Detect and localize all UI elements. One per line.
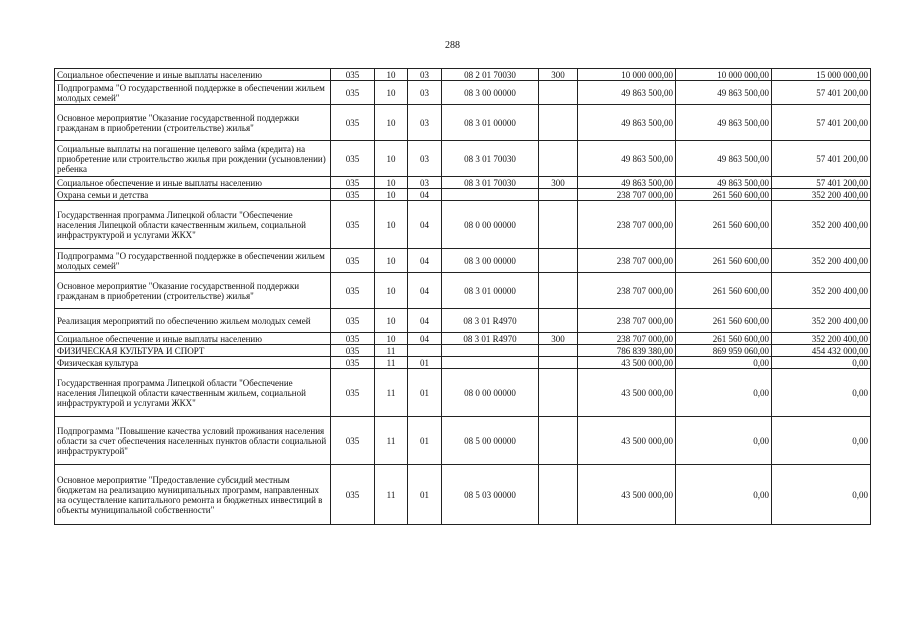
cell-amount-year2: 0,00 xyxy=(676,465,772,525)
cell-amount-year3: 57 401 200,00 xyxy=(772,177,871,189)
cell-amount-year1: 238 707 000,00 xyxy=(578,309,676,333)
cell-section: 10 xyxy=(375,105,408,141)
cell-target-article xyxy=(442,357,539,369)
cell-amount-year3: 0,00 xyxy=(772,357,871,369)
cell-amount-year3: 57 401 200,00 xyxy=(772,81,871,105)
cell-name: Подпрограмма "Повышение качества условий проживания населения области за счет обеспечения населенных пунктов области социальной инфраструктурой" xyxy=(55,417,331,465)
cell-subsection: 04 xyxy=(408,189,442,201)
cell-target-article: 08 5 03 00000 xyxy=(442,465,539,525)
table-row xyxy=(55,465,871,525)
cell-section: 10 xyxy=(375,201,408,249)
cell-admin-code: 035 xyxy=(331,69,375,81)
cell-amount-year1: 43 500 000,00 xyxy=(578,465,676,525)
cell-admin-code: 035 xyxy=(331,249,375,273)
cell-amount-year3: 15 000 000,00 xyxy=(772,69,871,81)
cell-amount-year2: 10 000 000,00 xyxy=(676,69,772,81)
cell-amount-year1: 49 863 500,00 xyxy=(578,81,676,105)
table-row xyxy=(55,201,871,249)
cell-section: 10 xyxy=(375,249,408,273)
cell-section: 11 xyxy=(375,465,408,525)
cell-subsection: 03 xyxy=(408,105,442,141)
cell-name: Основное мероприятие "Предоставление субсидий местным бюджетам на реализацию муниципальных программ, направленных на осуществление капитального ремонта и бюджетных инвестиций в объекты муниципальной собственности" xyxy=(55,465,331,525)
cell-target-article: 08 2 01 70030 xyxy=(442,69,539,81)
cell-admin-code: 035 xyxy=(331,465,375,525)
cell-name: Социальное обеспечение и иные выплаты населению xyxy=(55,69,331,81)
cell-expense-type xyxy=(539,249,578,273)
cell-admin-code: 035 xyxy=(331,81,375,105)
cell-section: 10 xyxy=(375,309,408,333)
cell-admin-code: 035 xyxy=(331,357,375,369)
cell-amount-year1: 49 863 500,00 xyxy=(578,105,676,141)
cell-amount-year2: 0,00 xyxy=(676,417,772,465)
cell-amount-year2: 49 863 500,00 xyxy=(676,141,772,177)
cell-target-article: 08 3 01 00000 xyxy=(442,105,539,141)
cell-name: Реализация мероприятий по обеспечению жильем молодых семей xyxy=(55,309,331,333)
cell-amount-year1: 43 500 000,00 xyxy=(578,417,676,465)
cell-section: 10 xyxy=(375,189,408,201)
cell-amount-year3: 57 401 200,00 xyxy=(772,105,871,141)
cell-amount-year3: 57 401 200,00 xyxy=(772,141,871,177)
table-row xyxy=(55,357,871,369)
cell-name: Подпрограмма "О государственной поддержке в обеспечении жильем молодых семей" xyxy=(55,249,331,273)
cell-expense-type: 300 xyxy=(539,69,578,81)
cell-amount-year2: 261 560 600,00 xyxy=(676,273,772,309)
cell-target-article: 08 3 01 70030 xyxy=(442,177,539,189)
cell-admin-code: 035 xyxy=(331,201,375,249)
cell-expense-type xyxy=(539,105,578,141)
cell-expense-type xyxy=(539,273,578,309)
cell-amount-year3: 352 200 400,00 xyxy=(772,201,871,249)
cell-subsection: 04 xyxy=(408,273,442,309)
cell-name: Основное мероприятие "Оказание государственной поддержки гражданам в приобретении (строительстве) жилья" xyxy=(55,105,331,141)
cell-name: Социальное обеспечение и иные выплаты населению xyxy=(55,333,331,345)
cell-admin-code: 035 xyxy=(331,105,375,141)
cell-amount-year3: 352 200 400,00 xyxy=(772,309,871,333)
cell-section: 11 xyxy=(375,369,408,417)
cell-target-article: 08 3 01 R4970 xyxy=(442,309,539,333)
cell-section: 10 xyxy=(375,141,408,177)
cell-target-article: 08 0 00 00000 xyxy=(442,369,539,417)
cell-amount-year3: 352 200 400,00 xyxy=(772,273,871,309)
cell-amount-year2: 261 560 600,00 xyxy=(676,201,772,249)
cell-expense-type xyxy=(539,369,578,417)
cell-amount-year2: 0,00 xyxy=(676,369,772,417)
cell-amount-year1: 43 500 000,00 xyxy=(578,369,676,417)
table-row xyxy=(55,81,871,105)
cell-amount-year3: 0,00 xyxy=(772,417,871,465)
cell-name: Физическая культура xyxy=(55,357,331,369)
cell-name: Государственная программа Липецкой области "Обеспечение населения Липецкой области качественным жильем, социальной инфраструктурой и услугами ЖКХ" xyxy=(55,369,331,417)
cell-target-article xyxy=(442,345,539,357)
table-row xyxy=(55,345,871,357)
cell-expense-type xyxy=(539,81,578,105)
cell-subsection: 03 xyxy=(408,141,442,177)
cell-admin-code: 035 xyxy=(331,345,375,357)
cell-amount-year1: 786 839 380,00 xyxy=(578,345,676,357)
cell-expense-type xyxy=(539,357,578,369)
cell-expense-type xyxy=(539,141,578,177)
cell-amount-year3: 0,00 xyxy=(772,369,871,417)
cell-amount-year1: 49 863 500,00 xyxy=(578,141,676,177)
table-row xyxy=(55,141,871,177)
cell-subsection: 01 xyxy=(408,369,442,417)
cell-amount-year2: 261 560 600,00 xyxy=(676,333,772,345)
table-row xyxy=(55,249,871,273)
table-row xyxy=(55,333,871,345)
cell-name: Охрана семьи и детства xyxy=(55,189,331,201)
cell-amount-year1: 238 707 000,00 xyxy=(578,189,676,201)
cell-section: 10 xyxy=(375,273,408,309)
cell-subsection: 04 xyxy=(408,309,442,333)
cell-target-article: 08 0 00 00000 xyxy=(442,201,539,249)
table-row xyxy=(55,309,871,333)
cell-subsection: 04 xyxy=(408,201,442,249)
cell-name: ФИЗИЧЕСКАЯ КУЛЬТУРА И СПОРТ xyxy=(55,345,331,357)
page-number: 288 xyxy=(445,40,460,51)
cell-name: Социальное обеспечение и иные выплаты населению xyxy=(55,177,331,189)
budget-table xyxy=(54,68,871,525)
cell-amount-year3: 352 200 400,00 xyxy=(772,333,871,345)
cell-amount-year3: 352 200 400,00 xyxy=(772,249,871,273)
cell-amount-year3: 352 200 400,00 xyxy=(772,189,871,201)
cell-amount-year3: 454 432 000,00 xyxy=(772,345,871,357)
cell-amount-year1: 238 707 000,00 xyxy=(578,249,676,273)
cell-name: Основное мероприятие "Оказание государственной поддержки гражданам в приобретении (строительстве) жилья" xyxy=(55,273,331,309)
cell-admin-code: 035 xyxy=(331,141,375,177)
cell-subsection: 03 xyxy=(408,69,442,81)
cell-amount-year1: 238 707 000,00 xyxy=(578,273,676,309)
table-row xyxy=(55,273,871,309)
cell-amount-year1: 238 707 000,00 xyxy=(578,201,676,249)
cell-section: 10 xyxy=(375,333,408,345)
cell-section: 11 xyxy=(375,345,408,357)
cell-amount-year2: 49 863 500,00 xyxy=(676,81,772,105)
cell-admin-code: 035 xyxy=(331,309,375,333)
cell-amount-year2: 869 959 060,00 xyxy=(676,345,772,357)
cell-section: 10 xyxy=(375,177,408,189)
cell-amount-year2: 261 560 600,00 xyxy=(676,309,772,333)
cell-section: 10 xyxy=(375,81,408,105)
cell-admin-code: 035 xyxy=(331,369,375,417)
table-row xyxy=(55,417,871,465)
cell-section: 10 xyxy=(375,69,408,81)
cell-target-article xyxy=(442,189,539,201)
cell-admin-code: 035 xyxy=(331,273,375,309)
cell-subsection: 01 xyxy=(408,417,442,465)
cell-target-article: 08 3 01 00000 xyxy=(442,273,539,309)
table-row xyxy=(55,189,871,201)
cell-expense-type xyxy=(539,345,578,357)
cell-expense-type xyxy=(539,417,578,465)
table-row xyxy=(55,369,871,417)
cell-name: Социальные выплаты на погашение целевого займа (кредита) на приобретение или строительство жилья при рождении (усыновлении) ребенка xyxy=(55,141,331,177)
cell-amount-year1: 43 500 000,00 xyxy=(578,357,676,369)
cell-amount-year3: 0,00 xyxy=(772,465,871,525)
cell-expense-type xyxy=(539,201,578,249)
cell-amount-year1: 238 707 000,00 xyxy=(578,333,676,345)
table-row xyxy=(55,105,871,141)
cell-expense-type: 300 xyxy=(539,177,578,189)
cell-expense-type xyxy=(539,465,578,525)
table-row xyxy=(55,177,871,189)
cell-admin-code: 035 xyxy=(331,333,375,345)
cell-admin-code: 035 xyxy=(331,189,375,201)
cell-subsection: 04 xyxy=(408,333,442,345)
cell-subsection: 01 xyxy=(408,357,442,369)
cell-amount-year2: 49 863 500,00 xyxy=(676,177,772,189)
cell-target-article: 08 3 00 00000 xyxy=(442,249,539,273)
cell-name: Государственная программа Липецкой области "Обеспечение населения Липецкой области качественным жильем, социальной инфраструктурой и услугами ЖКХ" xyxy=(55,201,331,249)
table-body xyxy=(55,69,871,525)
cell-amount-year2: 49 863 500,00 xyxy=(676,105,772,141)
cell-expense-type xyxy=(539,189,578,201)
cell-subsection: 01 xyxy=(408,465,442,525)
cell-target-article: 08 3 01 R4970 xyxy=(442,333,539,345)
cell-subsection: 03 xyxy=(408,177,442,189)
cell-admin-code: 035 xyxy=(331,417,375,465)
cell-amount-year2: 261 560 600,00 xyxy=(676,249,772,273)
cell-target-article: 08 5 00 00000 xyxy=(442,417,539,465)
cell-expense-type xyxy=(539,309,578,333)
cell-section: 11 xyxy=(375,357,408,369)
cell-subsection: 04 xyxy=(408,249,442,273)
cell-amount-year2: 0,00 xyxy=(676,357,772,369)
cell-admin-code: 035 xyxy=(331,177,375,189)
cell-target-article: 08 3 00 00000 xyxy=(442,81,539,105)
cell-name: Подпрограмма "О государственной поддержке в обеспечении жильем молодых семей" xyxy=(55,81,331,105)
table-row xyxy=(55,69,871,81)
cell-section: 11 xyxy=(375,417,408,465)
cell-amount-year2: 261 560 600,00 xyxy=(676,189,772,201)
cell-subsection xyxy=(408,345,442,357)
cell-amount-year1: 10 000 000,00 xyxy=(578,69,676,81)
cell-amount-year1: 49 863 500,00 xyxy=(578,177,676,189)
cell-subsection: 03 xyxy=(408,81,442,105)
cell-expense-type: 300 xyxy=(539,333,578,345)
cell-target-article: 08 3 01 70030 xyxy=(442,141,539,177)
